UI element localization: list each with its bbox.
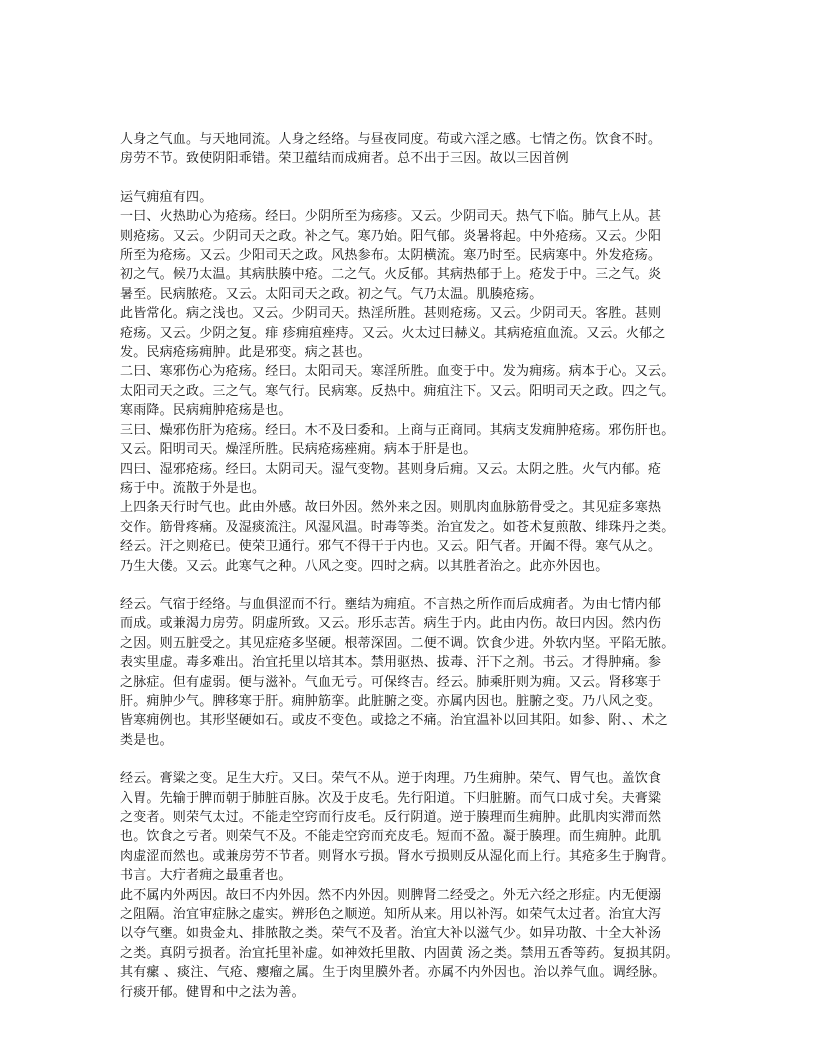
text-line: 其有瘰 、痰注、气疮、瘿瘤之属。生于肉里膜外者。亦属不内外因也。治以养气血。调经脉。 bbox=[120, 965, 666, 981]
text-line: 运气痈疽有四。 bbox=[120, 189, 213, 205]
text-line: 太阳司天之政。三之气。寒气行。民病寒。反热中。痈疽注下。又云。阳明司天之政。四之气。 bbox=[120, 383, 675, 399]
text-line: 表实里虚。毒多难出。治宜托里以培其本。禁用驱热、拔毒、汗下之剂。书云。才得肿痛。参 bbox=[120, 655, 662, 671]
text-line: 一曰、火热助心为疮疡。经曰。少阴所至为疡疹。又云。少阴司天。热气下临。肺气上从。甚 bbox=[120, 209, 662, 225]
text-line: 之阻隔。治宜审症脉之虚实。辨形色之顺逆。知所从来。用以补泻。如荣气太过者。治宜大泻 bbox=[120, 907, 662, 923]
text-line: 此不属内外两因。故曰不内外因。然不内外因。则脾肾二经受之。外无六经之形症。内无便溺 bbox=[120, 887, 662, 903]
text-line: 乃生大偻。又云。此寒气之种。八风之变。四时之病。以其胜者治之。此亦外因也。 bbox=[120, 558, 609, 574]
text-line: 经云。膏粱之变。足生大疔。又曰。荣气不从。逆于肉理。乃生痈肿。荣气、胃气也。盖饮食 bbox=[120, 771, 662, 787]
text-line: 疮疡。又云。少阴之复。痱 疹痈疽痤痔。又云。火太过曰赫义。其病疮疽血流。又云。火郁之 bbox=[120, 325, 666, 341]
text-line: 四曰、湿邪疮疡。经曰。太阴司天。湿气变物。甚则身后痈。又云。太阴之胜。火气内郁。疮 bbox=[120, 461, 662, 477]
text-line: 寒雨降。民病痈肿疮疡是也。 bbox=[120, 403, 292, 419]
text-line: 二曰、寒邪伤心为疮疡。经曰。太阳司天。寒淫所胜。血变于中。发为痈疡。病本于心。又云。 bbox=[120, 364, 675, 380]
text-line: 此皆常化。病之浅也。又云。少阴司天。热淫所胜。甚则疮疡。又云。少阴司天。客胜。甚则 bbox=[120, 306, 662, 322]
text-line: 经云。汗之则疮已。使荣卫通行。邪气不得干于内也。又云。阳气者。开阖不得。寒气从之。 bbox=[120, 539, 662, 555]
section-intro bbox=[120, 130, 696, 169]
text-line: 之因。则五脏受之。其见症疮多坚硬。根蒂深固。二便不调。饮食少进。外软内坚。平陷无脓。 bbox=[120, 635, 675, 651]
text-line: 行痰开郁。健胃和中之法为善。 bbox=[120, 984, 305, 1000]
text-line: 三曰、燥邪伤肝为疮疡。经曰。木不及曰委和。上商与正商同。其病支发痈肿疮疡。邪伤肝也。 bbox=[120, 422, 675, 438]
section-external-causes bbox=[120, 188, 696, 576]
text-line: 也。饮食之亏者。则荣气不及。不能走空窍而充皮毛。短而不盈。凝于腠理。而生痈肿。此肌 bbox=[120, 829, 662, 845]
text-line: 交作。筋骨疼痛。及湿痰流注。风湿风温。时毒等类。治宜发之。如苍术复煎散、绯珠丹之类。 bbox=[120, 519, 675, 535]
section-internal-causes bbox=[120, 595, 696, 750]
text-line: 之脉症。但有虚弱。便与滋补。气血无亏。可保终吉。经云。肺乘肝则为痈。又云。肾移寒于 bbox=[120, 674, 662, 690]
text-line: 疡于中。流散于外是也。 bbox=[120, 480, 266, 496]
document-page bbox=[120, 130, 696, 1021]
text-line: 所至为疮疡。又云。少阳司天之政。风热参布。太阴横流。寒乃时至。民病寒中。外发疮疡。 bbox=[120, 248, 662, 264]
text-line: 类是也。 bbox=[120, 732, 173, 748]
text-line: 人身之气血。与天地同流。人身之经络。与昼夜同度。苟或六淫之感。七情之伤。饮食不时。 bbox=[120, 132, 662, 147]
text-line: 书言。大疔者痈之最重者也。 bbox=[120, 868, 292, 884]
text-line: 皆寒痈例也。其形坚硬如石。或皮不变色。或捻之不痛。治宜温补以回其阳。如参、附、、术之 bbox=[120, 713, 668, 729]
text-line: 经云。气宿于经络。与血俱涩而不行。壅结为痈疽。不言热之所作而后成痈者。为由七情内郁 bbox=[120, 596, 662, 612]
text-line: 而成。或兼渴力房劳。阴虚所致。又云。形乐志苦。病生于内。此由内伤。故曰内因。然内伤 bbox=[120, 616, 662, 632]
text-line: 肝。痈肿少气。脾移寒于肝。痈肿筋挛。此脏腑之变。亦属内因也。脏腑之变。乃八风之变。 bbox=[120, 693, 662, 709]
text-line: 肉虚涩而然也。或兼房劳不节者。则肾水亏损。肾水亏损则反从湿化而上行。其疮多生于胸背。 bbox=[120, 848, 675, 864]
text-line: 发。民病疮疡痈肿。此是邪变。病之甚也。 bbox=[120, 345, 371, 361]
text-line: 以夺气壅。如贵金丸、排脓散之类。荣气不及者。治宜大补以滋气少。如异功散、十全大补汤 bbox=[120, 926, 662, 942]
section-neither-causes bbox=[120, 769, 696, 1002]
text-line: 初之气。候乃太温。其病肤腠中疮。二之气。火反郁。其病热郁于上。疮发于中。三之气。炎 bbox=[120, 267, 662, 283]
text-line: 入胃。先输于脾而朝于肺脏百脉。次及于皮毛。先行阳道。下归脏腑。而气口成寸矣。夫膏粱 bbox=[120, 790, 662, 806]
text-line: 之类。真阴亏损者。治宜托里补虚。如神效托里散、内固黄 汤之类。禁用五香等药。复损其阴。 bbox=[120, 945, 679, 961]
text-line: 暑至。民病脓疮。又云。太阳司天之政。初之气。气乃太温。肌腠疮疡。 bbox=[120, 286, 543, 302]
text-line: 上四条天行时气也。此由外感。故曰外因。然外来之因。则肌肉血脉筋骨受之。其见症多寒热 bbox=[120, 500, 662, 516]
text-line: 又云。阳明司天。燥淫所胜。民病疮疡痤痈。病本于肝是也。 bbox=[120, 442, 477, 458]
text-line: 则疮疡。又云。少阴司天之政。补之气。寒乃始。阳气郁。炎暑将起。中外疮疡。又云。少阳 bbox=[120, 228, 662, 244]
text-line: 之变者。则荣气太过。不能走空窍而行皮毛。反行阴道。逆于腠理而生痈肿。此肌肉实滞而然 bbox=[120, 810, 662, 825]
text-line: 房劳不节。致使阴阳乖错。荣卫蕴结而成痈者。总不出于三因。故以三因首例 bbox=[120, 151, 569, 167]
